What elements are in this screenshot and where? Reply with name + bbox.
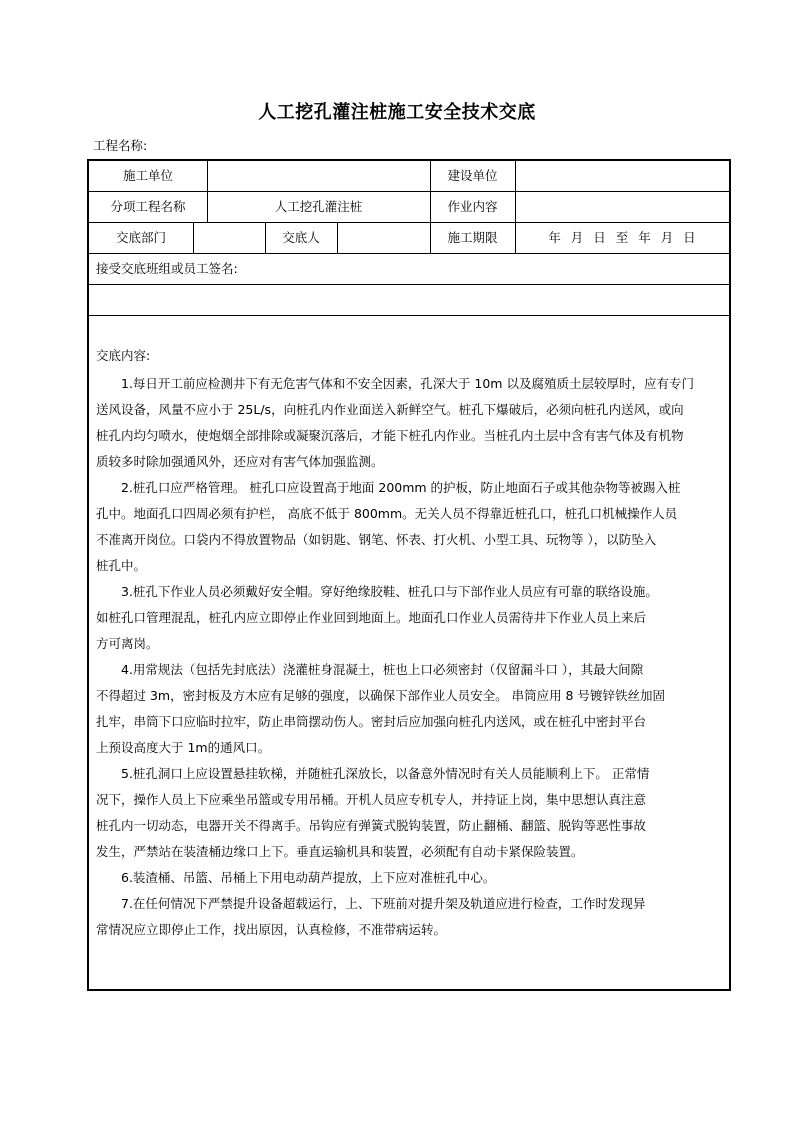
content-line: 方可离岗。: [96, 636, 159, 651]
sub-project-label: 分项工程名称: [110, 199, 186, 214]
owner-unit-value[interactable]: [517, 161, 729, 191]
content-line: 桩孔内一切动态，电器开关不得离手。吊钩应有弹簧式脱钩装置，防止翻桶、翻篮、脱钩等恶性事故: [96, 818, 647, 833]
handover-content: [96, 343, 726, 943]
content-line: 上预设高度大于 1m的通风口。: [96, 740, 271, 755]
content-line: 桩孔内均匀喷水，使炮烟全部排除或凝聚沉落后，才能下桩孔内作业。当桩孔内土层中含有害气体及有机物: [96, 428, 684, 443]
owner-unit-label: 建设单位: [447, 168, 498, 183]
construction-unit-value[interactable]: [209, 161, 429, 191]
signature-label: 接受交底班组或员工签名:: [96, 261, 238, 276]
period-value[interactable]: 年 月 日 至 年 月 日: [548, 230, 696, 245]
handover-table: [87, 159, 731, 991]
sub-project-value[interactable]: 人工挖孔灌注桩: [274, 199, 363, 214]
person-label: 交底人: [282, 230, 320, 245]
dept-value[interactable]: [195, 223, 265, 253]
content-heading: 交底内容:: [96, 348, 151, 363]
row-divider: [89, 315, 729, 316]
work-content-label: 作业内容: [447, 199, 498, 214]
work-content-value[interactable]: [517, 192, 729, 222]
dept-label: 交底部门: [115, 230, 166, 245]
content-line: 3.桩孔下作业人员必须戴好安全帽。穿好绝缘胶鞋、桩孔口与下部作业人员应有可靠的联络设施。: [121, 584, 658, 599]
construction-unit-label: 施工单位: [122, 168, 173, 183]
content-line: 4.用常规法（包括先封底法）浇灌桩身混凝土，桩也上口必须密封（仅留漏斗口 ），其最大间隙: [121, 662, 644, 677]
content-line: 质较多时除加强通风外，还应对有害气体加强监测。: [96, 454, 384, 469]
col-divider: [193, 222, 194, 253]
content-line: 桩孔中。: [96, 558, 147, 573]
period-label: 施工期限: [447, 230, 498, 245]
content-line: 扎牢，串筒下口应临时拉牢，防止串筒摆动伤人。密封后应加强向桩孔内送风，或在桩孔中密封平台: [96, 714, 647, 729]
content-line: 不准离开岗位。口袋内不得放置物品（如钥匙、钢笔、怀表、打火机、小型工具、玩物等 ），以防坠入: [96, 532, 657, 547]
content-line: 发生，严禁站在装渣桶边缘口上下。垂直运输机具和装置，必须配有自动卡紧保险装置。: [96, 844, 584, 859]
content-line: 7.在任何情况下严禁提升设备超载运行，上、下班前对提升架及轨道应进行检查，工作时发现异: [121, 896, 646, 911]
content-line: 常情况应立即停止工作，找出原因，认真检修，不准带病运转。: [96, 922, 447, 937]
col-divider: [337, 222, 338, 253]
content-line: 2.桩孔口应严格管理。 桩孔口应设置高于地面 200mm 的护板，防止地面石子或其他杂物等被踢入桩: [121, 480, 681, 495]
content-line: 况下，操作人员上下应乘坐吊篮或专用吊桶。开机人员应专机专人，并持证上岗，集中思想认真注意: [96, 792, 647, 807]
content-body: [96, 371, 726, 943]
content-line: 不得超过 3m，密封板及方木应有足够的强度，以确保下部作业人员安全。 串筒应用 8 号镀锌铁丝加固: [96, 688, 665, 703]
content-line: 6.装渣桶、吊篮、吊桶上下用电动葫芦提放，上下应对准桩孔中心。: [121, 870, 496, 885]
content-line: 送风设备，风量不应小于 25L/s，向桩孔内作业面送入新鲜空气。桩孔下爆破后，必须向桩孔内送风，或向: [96, 402, 684, 417]
content-line: 1.每日开工前应检测井下有无危害气体和不安全因素，孔深大于 10m 以及腐殖质土层较厚时，应有专门: [121, 376, 694, 391]
document-title: 人工挖孔灌注桩施工安全技术交底: [258, 102, 536, 123]
content-line: 5.桩孔洞口上应设置悬挂软梯，并随桩孔深放长，以备意外情况时有关人员能顺利上下。 正常情: [121, 766, 650, 781]
content-line: 孔中。地面孔口四周必须有护栏， 高底不低于 800mm。无关人员不得靠近桩孔口，桩孔口机械操作人员: [96, 506, 678, 521]
signature-area[interactable]: [96, 285, 716, 315]
project-name-label: 工程名称:: [93, 138, 148, 153]
content-line: 如桩孔口管理混乱，桩孔内应立即停止作业回到地面上。地面孔口作业人员需待井下作业人员上来后: [96, 610, 647, 625]
person-value[interactable]: [339, 223, 429, 253]
